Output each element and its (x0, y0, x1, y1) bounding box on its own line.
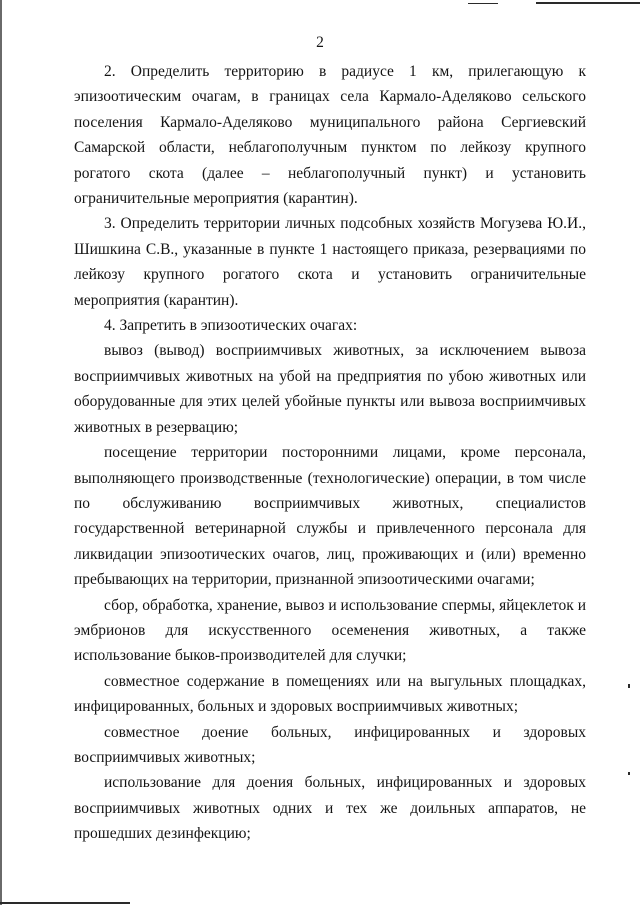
scan-dot-right (628, 684, 630, 688)
scan-line-top-right (536, 2, 640, 4)
paragraph-ban-visits: посещение территории посторонними лицами, кроме персонала, выполняющего производственные (технологические) операции, в том числе по обслуживанию восприимчивых животных, специалистов государственной ветеринарной службы и привлеченного персонала для ликвидации эпизоотических очагов, лиц, проживающих и (или) временно пребывающих на территории, признанной эпизоотическими очагами; (74, 444, 586, 589)
page-number: 2 (316, 34, 324, 51)
paragraph-item-2: 2. Определить территорию в радиусе 1 км, прилегающую к эпизоотическим очагам, в границах села Кармало-Аделяково сельского поселения Кармало-Аделяково муниципального района Сергиевский Самарской области, неблагополучным пунктом по лейкозу крупного рогатого скота (далее – неблагополучный пункт) и установить ограничительные мероприятия (карантин). (74, 63, 586, 208)
paragraph-ban-semen-use: сбор, обработка, хранение, вывоз и использование спермы, яйцеклеток и эмбрионов для искусственного осеменения животных, а также использование быков-производителей для случки; (74, 596, 586, 665)
scan-mark-top (468, 3, 498, 4)
paragraph-ban-animal-removal: вывоз (вывод) восприимчивых животных, за исключением вывоза восприимчивых животных на убой на предприятия по убою животных или оборудованные для этих целей убойные пункты или вывоза восприимчивых животных в резервацию; (74, 342, 586, 436)
scan-dot-right-2 (628, 772, 630, 775)
paragraph-item-3: 3. Определить территории личных подсобных хозяйств Могузева Ю.И., Шишкина С.В., указанные в пункте 1 настоящего приказа, резервациями по лейкозу крупного рогатого скота и установить ограничительные мероприятия (карантин). (74, 215, 586, 309)
scan-line-left-edge (0, 0, 2, 905)
paragraph-item-4-heading: 4. Запретить в эпизоотических очагах: (104, 317, 358, 335)
paragraph-ban-joint-keeping: совместное содержание в помещениях или на выгульных площадках, инфицированных, больных и здоровых восприимчивых животных; (74, 672, 586, 716)
scan-line-bottom (0, 902, 130, 904)
paragraph-ban-joint-milking: совместное доение больных, инфицированных и здоровых восприимчивых животных; (74, 723, 586, 766)
paragraph-ban-shared-milking-machines: использование для доения больных, инфицированных и здоровых восприимчивых животных одних и тех же доильных аппаратов, не прошедших дезинфекцию; (74, 774, 586, 843)
document-body (74, 59, 586, 847)
